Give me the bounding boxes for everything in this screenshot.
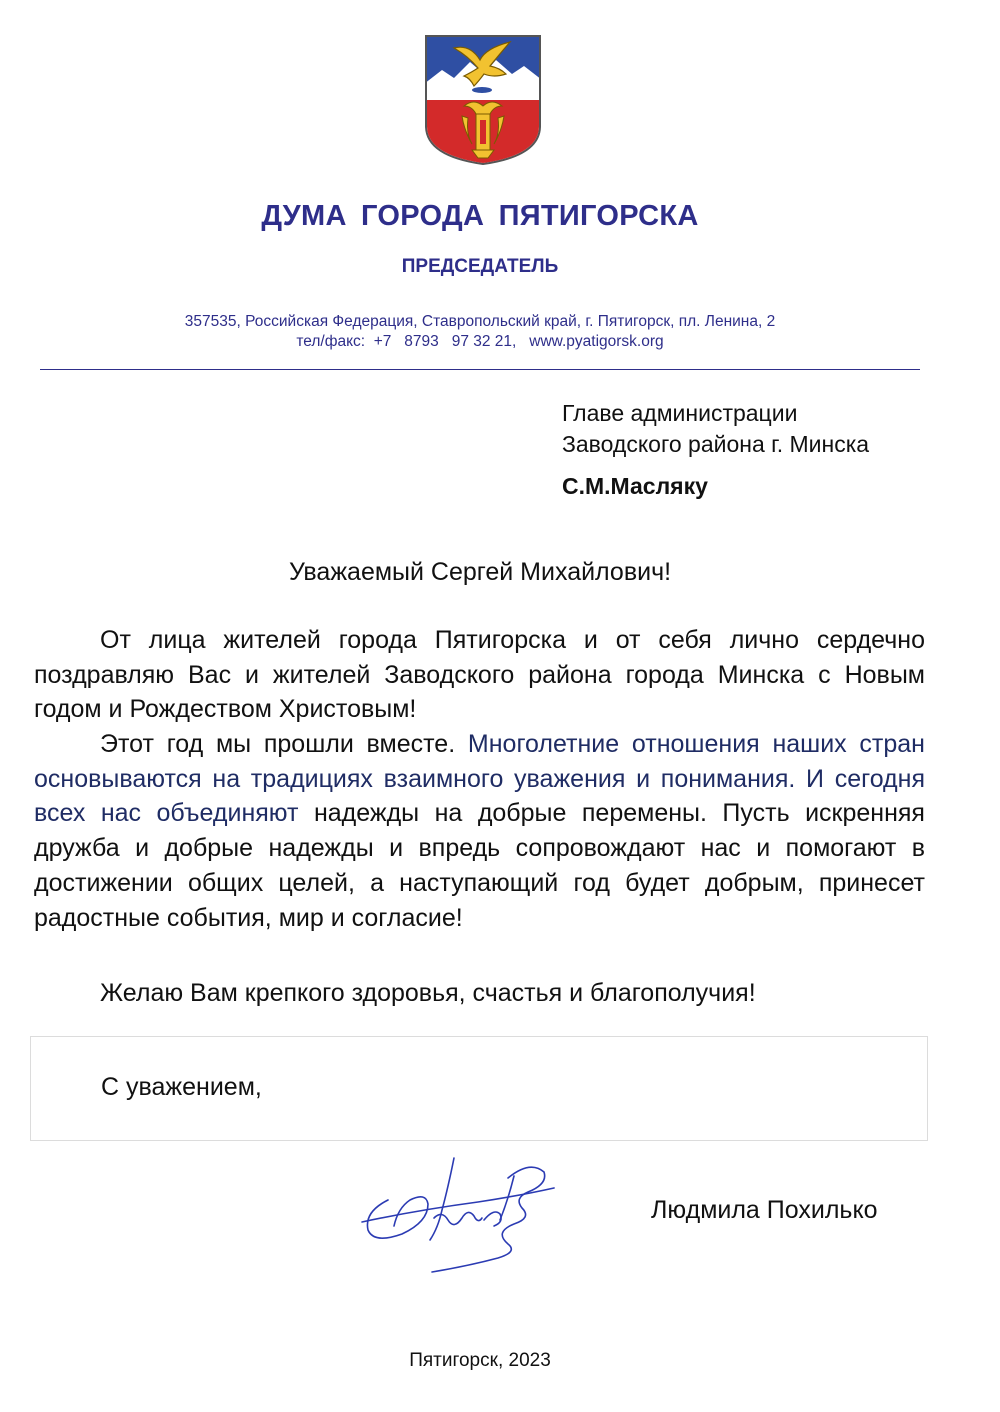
body-paragraph-2-highlight: Многолетние отношения наших стран основываются на традициях взаимного уважения и понимания. И сегодня всех нас объединяют (34, 730, 925, 828)
body-paragraph-2 (34, 727, 925, 935)
signer-name: Людмила Похилько (651, 1196, 878, 1224)
body-paragraph-2-end: надежды на добрые перемены. Пусть искренняя дружба и добрые надежды и впредь сопровождают нас и помогают в достижении общих целей, а наступающий год будет добрым, принесет радостные события, мир и согласие! (34, 799, 925, 932)
addressee-line-1: Главе администрации (562, 400, 798, 426)
addressee-name: С.М.Масляку (562, 473, 708, 499)
body-paragraph-1: От лица жителей города Пятигорска и от себя лично сердечно поздравляю Вас и жителей Заводского района города Минска с Новым годом и Рождеством Христовым! (34, 626, 925, 724)
contacts-line: тел/факс: +7 8793 97 32 21, www.pyatigorsk.org (296, 333, 664, 350)
address-line: 357535, Российская Федерация, Ставропольский край, г. Пятигорск, пл. Ленина, 2 (184, 313, 776, 330)
handwritten-signature (358, 1148, 558, 1276)
organization-title: ДУМА ГОРОДА ПЯТИГОРСКА (261, 200, 699, 232)
salutation: Уважаемый Сергей Михайлович! (288, 558, 672, 586)
closing-box (30, 1036, 928, 1141)
body-paragraph-3: Желаю Вам крепкого здоровья, счастья и благополучия! (100, 979, 756, 1007)
letterhead-divider (40, 369, 920, 370)
coat-of-arms-logo (424, 34, 542, 166)
position-title: ПРЕДСЕДАТЕЛЬ (401, 256, 559, 277)
closing-text: С уважением, (101, 1073, 262, 1101)
addressee-line-2: Заводского района г. Минска (562, 431, 870, 457)
body-paragraph-2-start: Этот год мы прошли вместе. (100, 730, 456, 758)
footer-place-year: Пятигорск, 2023 (409, 1350, 551, 1371)
